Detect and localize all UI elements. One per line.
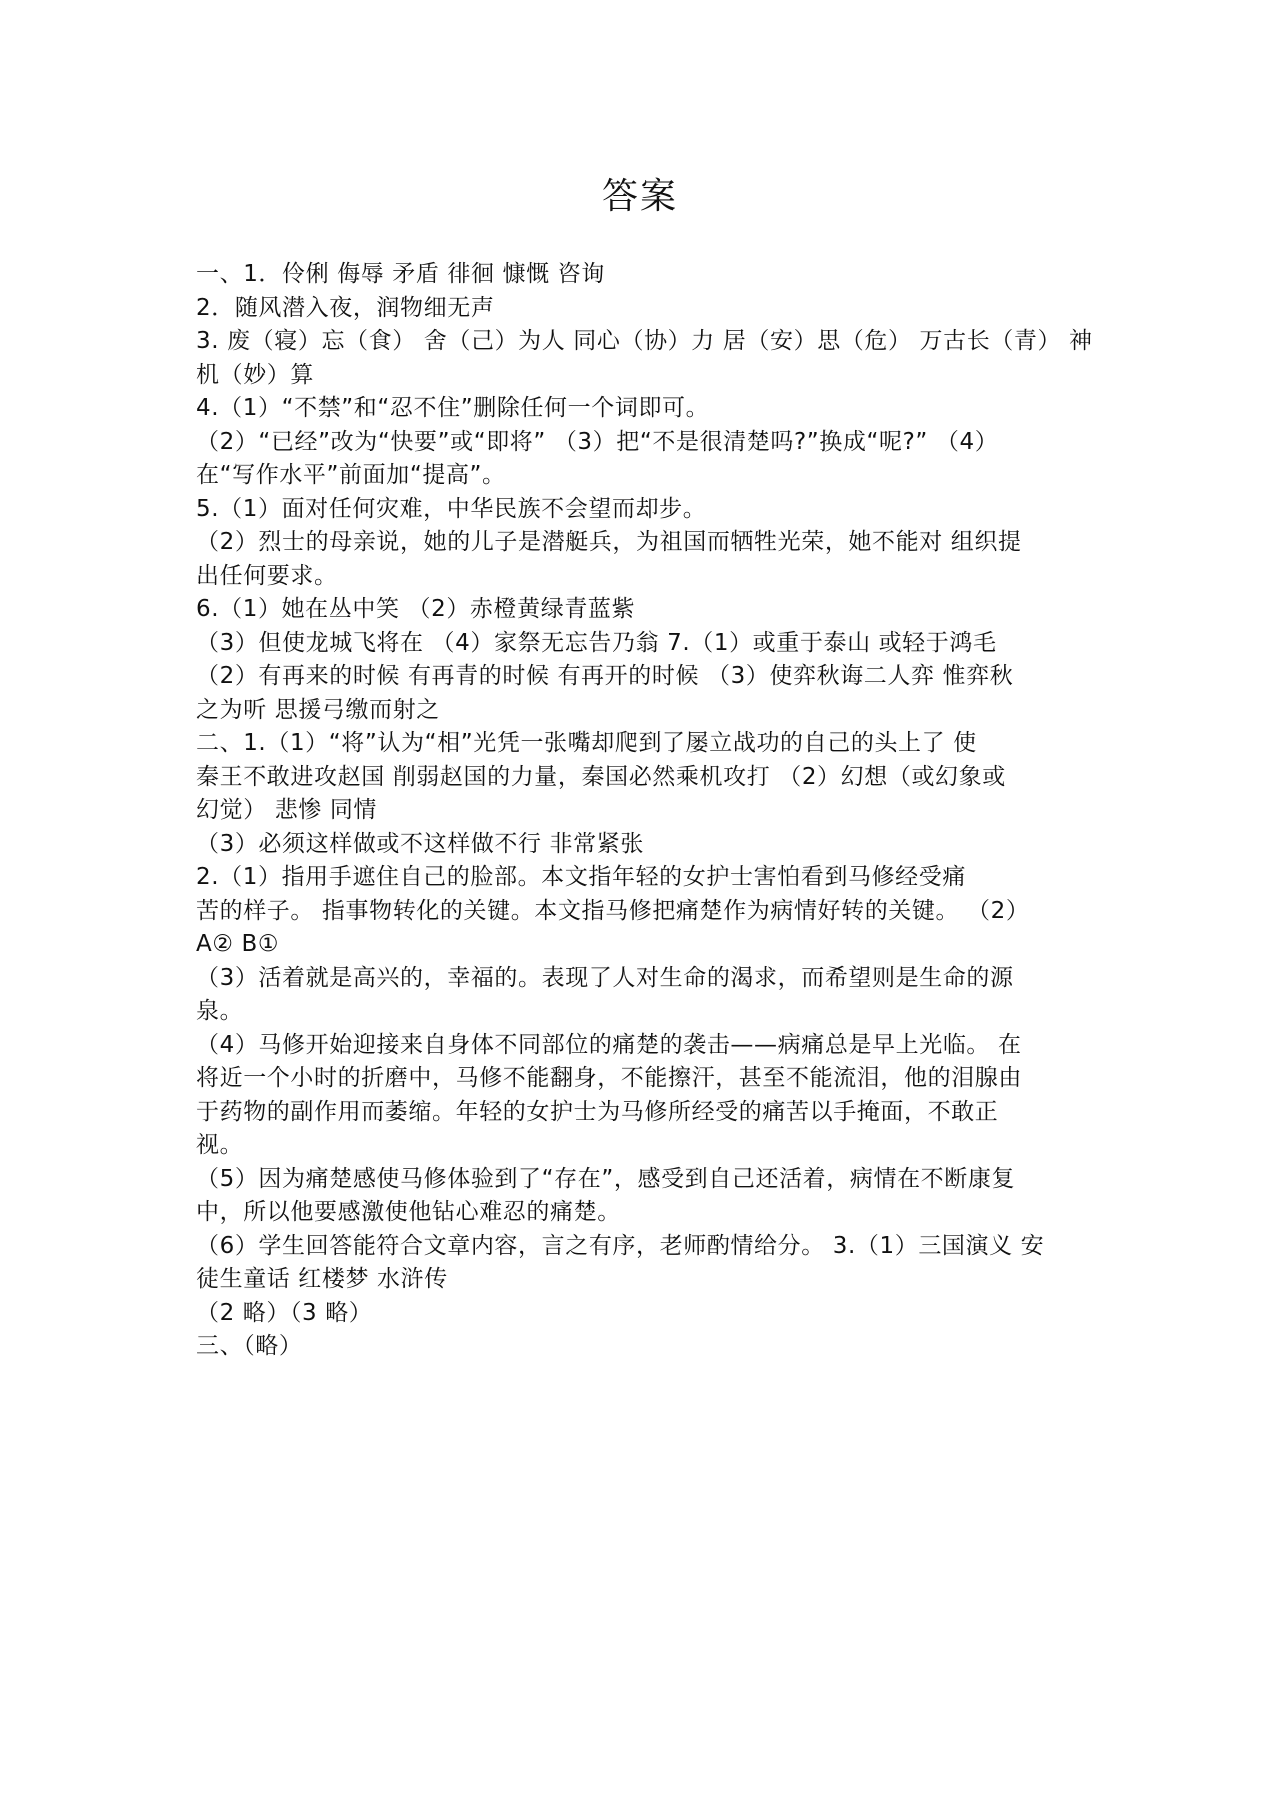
answer-line: （3）活着就是高兴的，幸福的。表现了人对生命的渴求，而希望则是生命的源 [196, 964, 1014, 991]
answer-line: 一、1．伶俐 侮辱 矛盾 徘徊 慷慨 咨询 [196, 261, 605, 287]
answer-line: 机（妙）算 [196, 361, 314, 388]
answer-line: 秦王不敢进攻赵国 削弱赵国的力量，秦国必然乘机攻打 （2）幻想（或幻象或 [196, 763, 1006, 790]
answer-line: 徒生童话 红楼梦 水浒传 [196, 1266, 448, 1292]
answer-line: （3）必须这样做或不这样做不行 非常紧张 [196, 830, 644, 857]
answer-line: （2）“已经”改为“快要”或“即将” （3）把“不是很清楚吗?”换成“呢?” （4） [196, 428, 999, 455]
answer-line: 中，所以他要感激使他钻心难忍的痛楚。 [196, 1199, 621, 1225]
answer-line: 二、1.（1）“将”认为“相”光凭一张嘴却爬到了屡立战功的自己的头上了 使 [196, 730, 977, 756]
answer-line: 三、（略） [196, 1333, 303, 1359]
answer-line: 于药物的副作用而萎缩。年轻的女护士为马修所经受的痛苦以手掩面，不敢正 [196, 1098, 999, 1125]
answer-line: 4.（1）“不禁”和“忍不住”删除任何一个词即可。 [196, 395, 710, 421]
answer-line: 之为听 思援弓缴而射之 [196, 696, 440, 723]
answer-line: （3）但使龙城飞将在 （4）家祭无忘告乃翁 7.（1）或重于泰山 或轻于鸿毛 [196, 629, 997, 656]
answer-line: 幻觉） 悲惨 同情 [196, 797, 378, 823]
page-title: 答案 [601, 176, 678, 217]
answer-line: （4）马修开始迎接来自身体不同部位的痛楚的袭击——病痛总是早上光临。 在 [196, 1031, 1022, 1058]
answer-line: （5）因为痛楚感使马修体验到了“存在”，感受到自己还活着，病情在不断康复 [196, 1165, 1016, 1192]
answer-line: （2 略）（3 略） [196, 1299, 373, 1326]
answer-line: 2.（1）指用手遮住自己的脸部。本文指年轻的女护士害怕看到马修经受痛 [196, 864, 966, 890]
answer-line: 将近一个小时的折磨中，马修不能翻身，不能擦汗，甚至不能流泪，他的泪腺由 [196, 1065, 1022, 1091]
answer-line: 出任何要求。 [196, 562, 338, 589]
answer-line: 视。 [196, 1132, 244, 1158]
answer-line: （6）学生回答能符合文章内容，言之有序，老师酌情给分。 3.（1）三国演义 安 [196, 1232, 1045, 1259]
answer-line: 6.（1）她在丛中笑 （2）赤橙黄绿青蓝紫 [196, 596, 636, 622]
answer-line: 5.（1）面对任何灾难，中华民族不会望而却步。 [196, 495, 707, 522]
answer-line: 泉。 [196, 998, 244, 1024]
answer-line: （2）烈士的母亲说，她的儿子是潜艇兵，为祖国而牺牲光荣，她不能对 组织提 [196, 529, 1022, 555]
answer-line: 2．随风潜入夜，润物细无声 [196, 294, 495, 321]
answer-line: 在“写作水平”前面加“提高”。 [196, 462, 506, 488]
answer-line: 3. 废（寝）忘（食） 舍（己）为人 同心（协）力 居（安）思（危） 万古长（青） 神 [196, 328, 1093, 354]
answer-line: 苦的样子。 指事物转化的关键。本文指马修把痛楚作为病情好转的关键。 （2） [196, 897, 1030, 924]
answer-content [196, 258, 1096, 1364]
answer-line: （2）有再来的时候 有再青的时候 有再开的时候 （3）使弈秋诲二人弈 惟弈秋 [196, 663, 1014, 689]
answer-line: A② B① [196, 931, 280, 957]
